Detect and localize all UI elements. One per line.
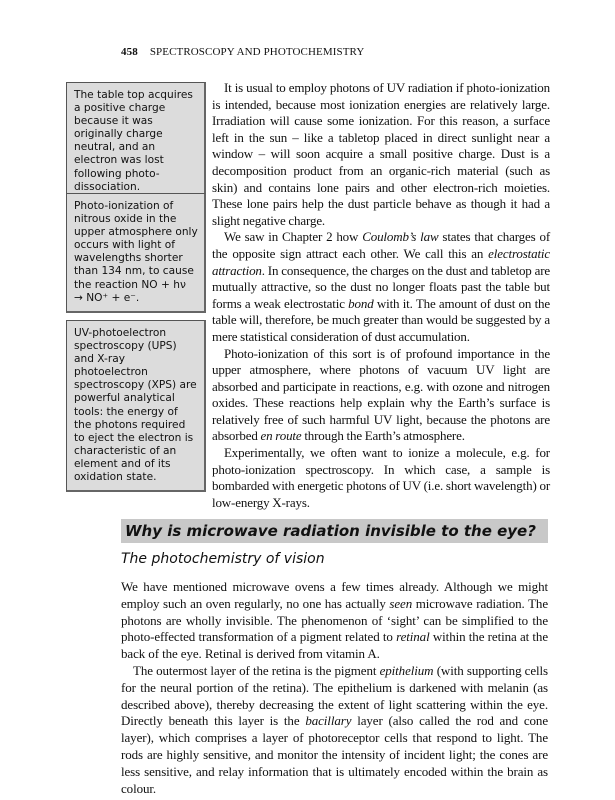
text-run: within the retina at the back of the eye. Retinal is derived from vitamin A.: [121, 629, 549, 662]
text-run: Photo-ionization of this sort is of profound importance in the upper atmosphere, where photons of vacuum UV light are absorbed and participate in reactions, e.g. with ozone and nitrogen oxides. These reactions help explain why the Earth’s surface is relatively free of such harmful UV light, because the photons are absorbed: [212, 345, 550, 444]
running-title: SPECTROSCOPY AND PHOTOCHEMISTRY: [149, 46, 365, 58]
margin-note-3: UV-photoelectron spectroscopy (UPS) and X-ray photoelectron spectroscopy (XPS) are powerful analytical tools: the energy of the photons required to eject the electron is characteristic of an element and of its oxidation state.: [66, 320, 206, 492]
page-number: 458: [121, 46, 138, 58]
paragraph: [121, 579, 548, 663]
text-run: We have mentioned microwave ovens a few times already. Although we might employ such an oven regularly, no one has actually: [121, 579, 548, 611]
text-run: states that charges of the opposite sign attract each other. We call this an: [212, 229, 551, 261]
section-heading: Why is microwave radiation invisible to the eye?: [121, 519, 548, 543]
margin-note-2: Photo-ionization of nitrous oxide in the upper atmosphere only occurs with light of wavelengths shorter than 134 nm, to cause the reaction NO + hν → NO⁺ + e⁻.: [66, 193, 206, 313]
text-run: through the Earth’s atmosphere.: [301, 428, 465, 444]
paragraph: [212, 229, 550, 345]
emphasis: retinal: [396, 629, 430, 645]
paragraph: [212, 346, 550, 446]
paragraph: It is usual to employ photons of UV radiation if photo-ionization is intended, because most ionization energies are relatively large. Irradiation will cause some ionization. For this reason, a surface left in the sun – like a tabletop placed in direct sunlight near a window – will soon acquire a small positive charge. Dust is a decomposition product from an organic-rich material (such as skin) and contains lone pairs and other electron-rich moieties. These lone pairs help the dust particle behave as though it had a slight negative charge.: [212, 80, 550, 228]
subsection-heading: The photochemistry of vision: [121, 551, 325, 567]
emphasis: bacillary: [305, 713, 352, 729]
paragraph: Experimentally, we often want to ionize a molecule, e.g. for photo-ionization spectroscopy. In which case, a sample is bombarded with energetic photons of UV (i.e. short wavelength) or low-energy X-rays.: [212, 445, 550, 510]
main-text: [212, 80, 550, 511]
emphasis: electrostatic attraction: [212, 245, 550, 278]
section-text: [121, 579, 548, 797]
emphasis: Coulomb’s law: [362, 229, 439, 245]
emphasis: seen: [389, 595, 413, 611]
emphasis: en route: [260, 428, 302, 444]
text-run: layer (also called the rod and cone layer), which comprises a layer of photoreceptor cells that respond to light. The rods are highly sensitive, and monitor the intensity of incident light; the cones are less sensitive, and relay information that is ultimately encoded within the brain as colour.: [121, 713, 548, 796]
emphasis: bond: [348, 295, 374, 311]
text-run: The outermost layer of the retina is the pigment: [133, 662, 380, 678]
text-run: with it. The amount of dust on the table will, therefore, be much greater than would be suggested by a mere statistical consideration of dust accumulation.: [212, 295, 550, 344]
paragraph: [121, 663, 548, 797]
text-run: (with supporting cells for the neural portion of the retina). The epithelium is darkened with melanin (as described above), thereby decreasing the extent of light scattering within the eye. Directly beneath this layer is the: [121, 662, 549, 729]
running-header: [121, 46, 364, 58]
text-run: We saw in Chapter 2 how: [224, 229, 363, 245]
text-run: microwave radiation. The photons are wholly invisible. The phenomenon of ‘sight’ can be simplified to the photo-effected transformation of a pigment related to: [121, 595, 548, 645]
text-run: . In consequence, the charges on the dust and tabletop are mutually attractive, so the dust no longer floats past the table but forms a weak electrostatic: [212, 262, 550, 311]
margin-note-1: The table top acquires a positive charge because it was originally charge neutral, and an electron was lost following photo-dissociation.: [66, 82, 206, 202]
emphasis: epithelium: [379, 662, 434, 678]
